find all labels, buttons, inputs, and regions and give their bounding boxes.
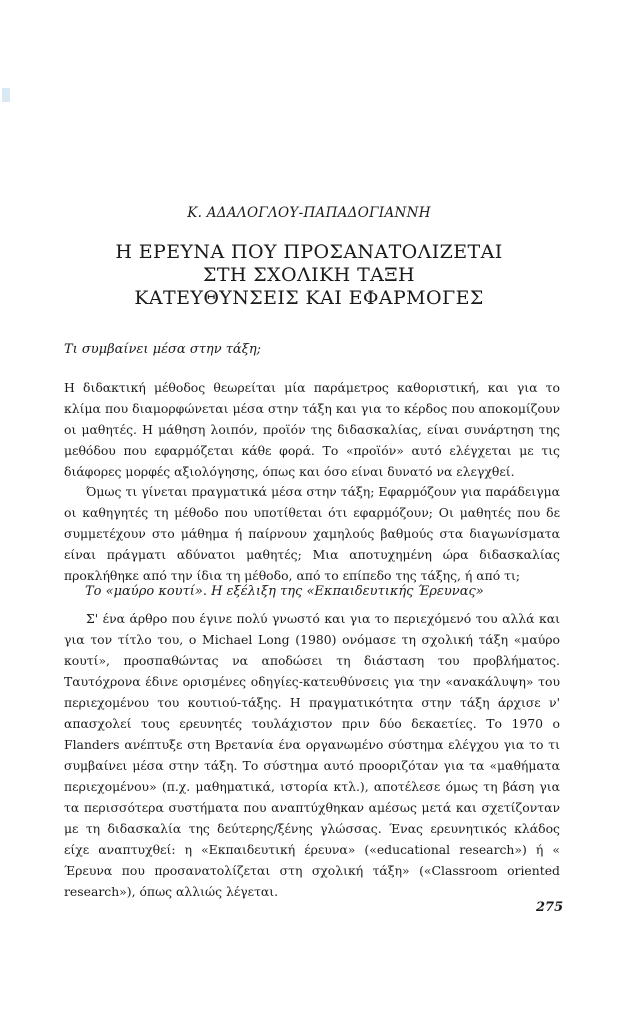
title-line: Η ΕΡΕΥΝΑ ΠΟΥ ΠΡΟΣΑΝΑΤΟΛΙΖΕΤΑΙ xyxy=(115,241,503,263)
scan-artifact xyxy=(2,88,10,102)
author-name: Κ. ΑΔΑΛΟΓΛΟΥ-ΠΑΠΑΔΟΓΙΑΝΝΗ xyxy=(187,205,431,221)
body-paragraph: Η διδακτική μέθοδος θεωρείται μία παράμετρος καθοριστική, και για το κλίμα που διαμορφώνεται μέσα στην τάξη και για το κέρδος που αποκομίζουν οι μαθητές. Η μάθηση λοιπόν, προϊόν της διδασκαλίας, είναι συνάρτηση της μεθόδου που εφαρμόζεται κάθε φορά. Το «προϊόν» αυτό ελέγχεται με τις διάφορες μορφές αξιολόγησης, όπως και όσο είναι δυνατό να ελεγχθεί. xyxy=(64,380,560,479)
title-line: ΣΤΗ ΣΧΟΛΙΚΗ ΤΑΞΗ xyxy=(202,264,415,286)
page-number: 275 xyxy=(536,900,564,915)
article-title xyxy=(0,241,618,310)
title-line: ΚΑΤΕΥΘΥΝΣΕΙΣ ΚΑΙ ΕΦΑΡΜΟΓΕΣ xyxy=(134,287,484,309)
section-heading: Τι συμβαίνει μέσα στην τάξη; xyxy=(64,342,262,357)
body-paragraph: Σ' ένα άρθρο που έγινε πολύ γνωστό και για το περιεχόμενό του αλλά και για τον τίτλο του, ο Michael Long (1980) ονόμασε τη σχολική τάξη «μαύρο κουτί», προσπαθώντας να αποδώσει τη διάσταση του προβλήματος. Ταυτόχρονα έδινε ορισμένες οδηγίες-κατευθύνσεις για την «ανακάλυψη» του περιεχομένου του κουτιού-τάξης. Η πραγματικότητα στην τάξη άρχισε ν' απασχολεί τους ερευνητές τουλάχιστον πριν δύο δεκαετίες. Το 1970 ο Flanders ανέπτυξε στη Βρετανία ένα οργανωμένο σύστημα ελέγχου για το τι συμβαίνει μέσα στην τάξη. Το σύστημα αυτό προοριζόταν για τα «μαθήματα περιεχομένου» (π.χ. μαθηματικά, ιστορία κτλ.), αποτέλεσε όμως τη βάση για τα περισσότερα συστήματα που αναπτύχθηκαν αμέσως μετά και σχετίζονταν με τη διδασκαλία της δεύτερης/ξένης γλώσσας. Ένας ερευνητικός κλάδος είχε αναπτυχθεί: η «Εκπαιδευτική έρευνα» («educational research») ή « Έρευνα που προσανατολίζεται στη σχολική τάξη» («Classroom oriented research»), όπως αλλιώς λέγεται. xyxy=(64,611,560,899)
body-paragraph: Όμως τι γίνεται πραγματικά μέσα στην τάξη; Εφαρμόζουν για παράδειγμα οι καθηγητές τη μέθοδο που υποτίθεται ότι εφαρμόζουν; Οι μαθητές που δε συμμετέχουν στο μάθημα ή παίρνουν χαμηλούς βαθμούς στα διαγωνίσματα είναι πράγματι αδύνατοι μαθητές; Μια αποτυχημένη ώρα διδασκαλίας προκλήθηκε από την ίδια τη μέθοδο, από το επίπεδο της τάξης, ή από τι; xyxy=(64,484,560,583)
section-heading: Το «μαύρο κουτί». Η εξέλιξη της «Εκπαιδευτικής Έρευνας» xyxy=(85,584,484,599)
